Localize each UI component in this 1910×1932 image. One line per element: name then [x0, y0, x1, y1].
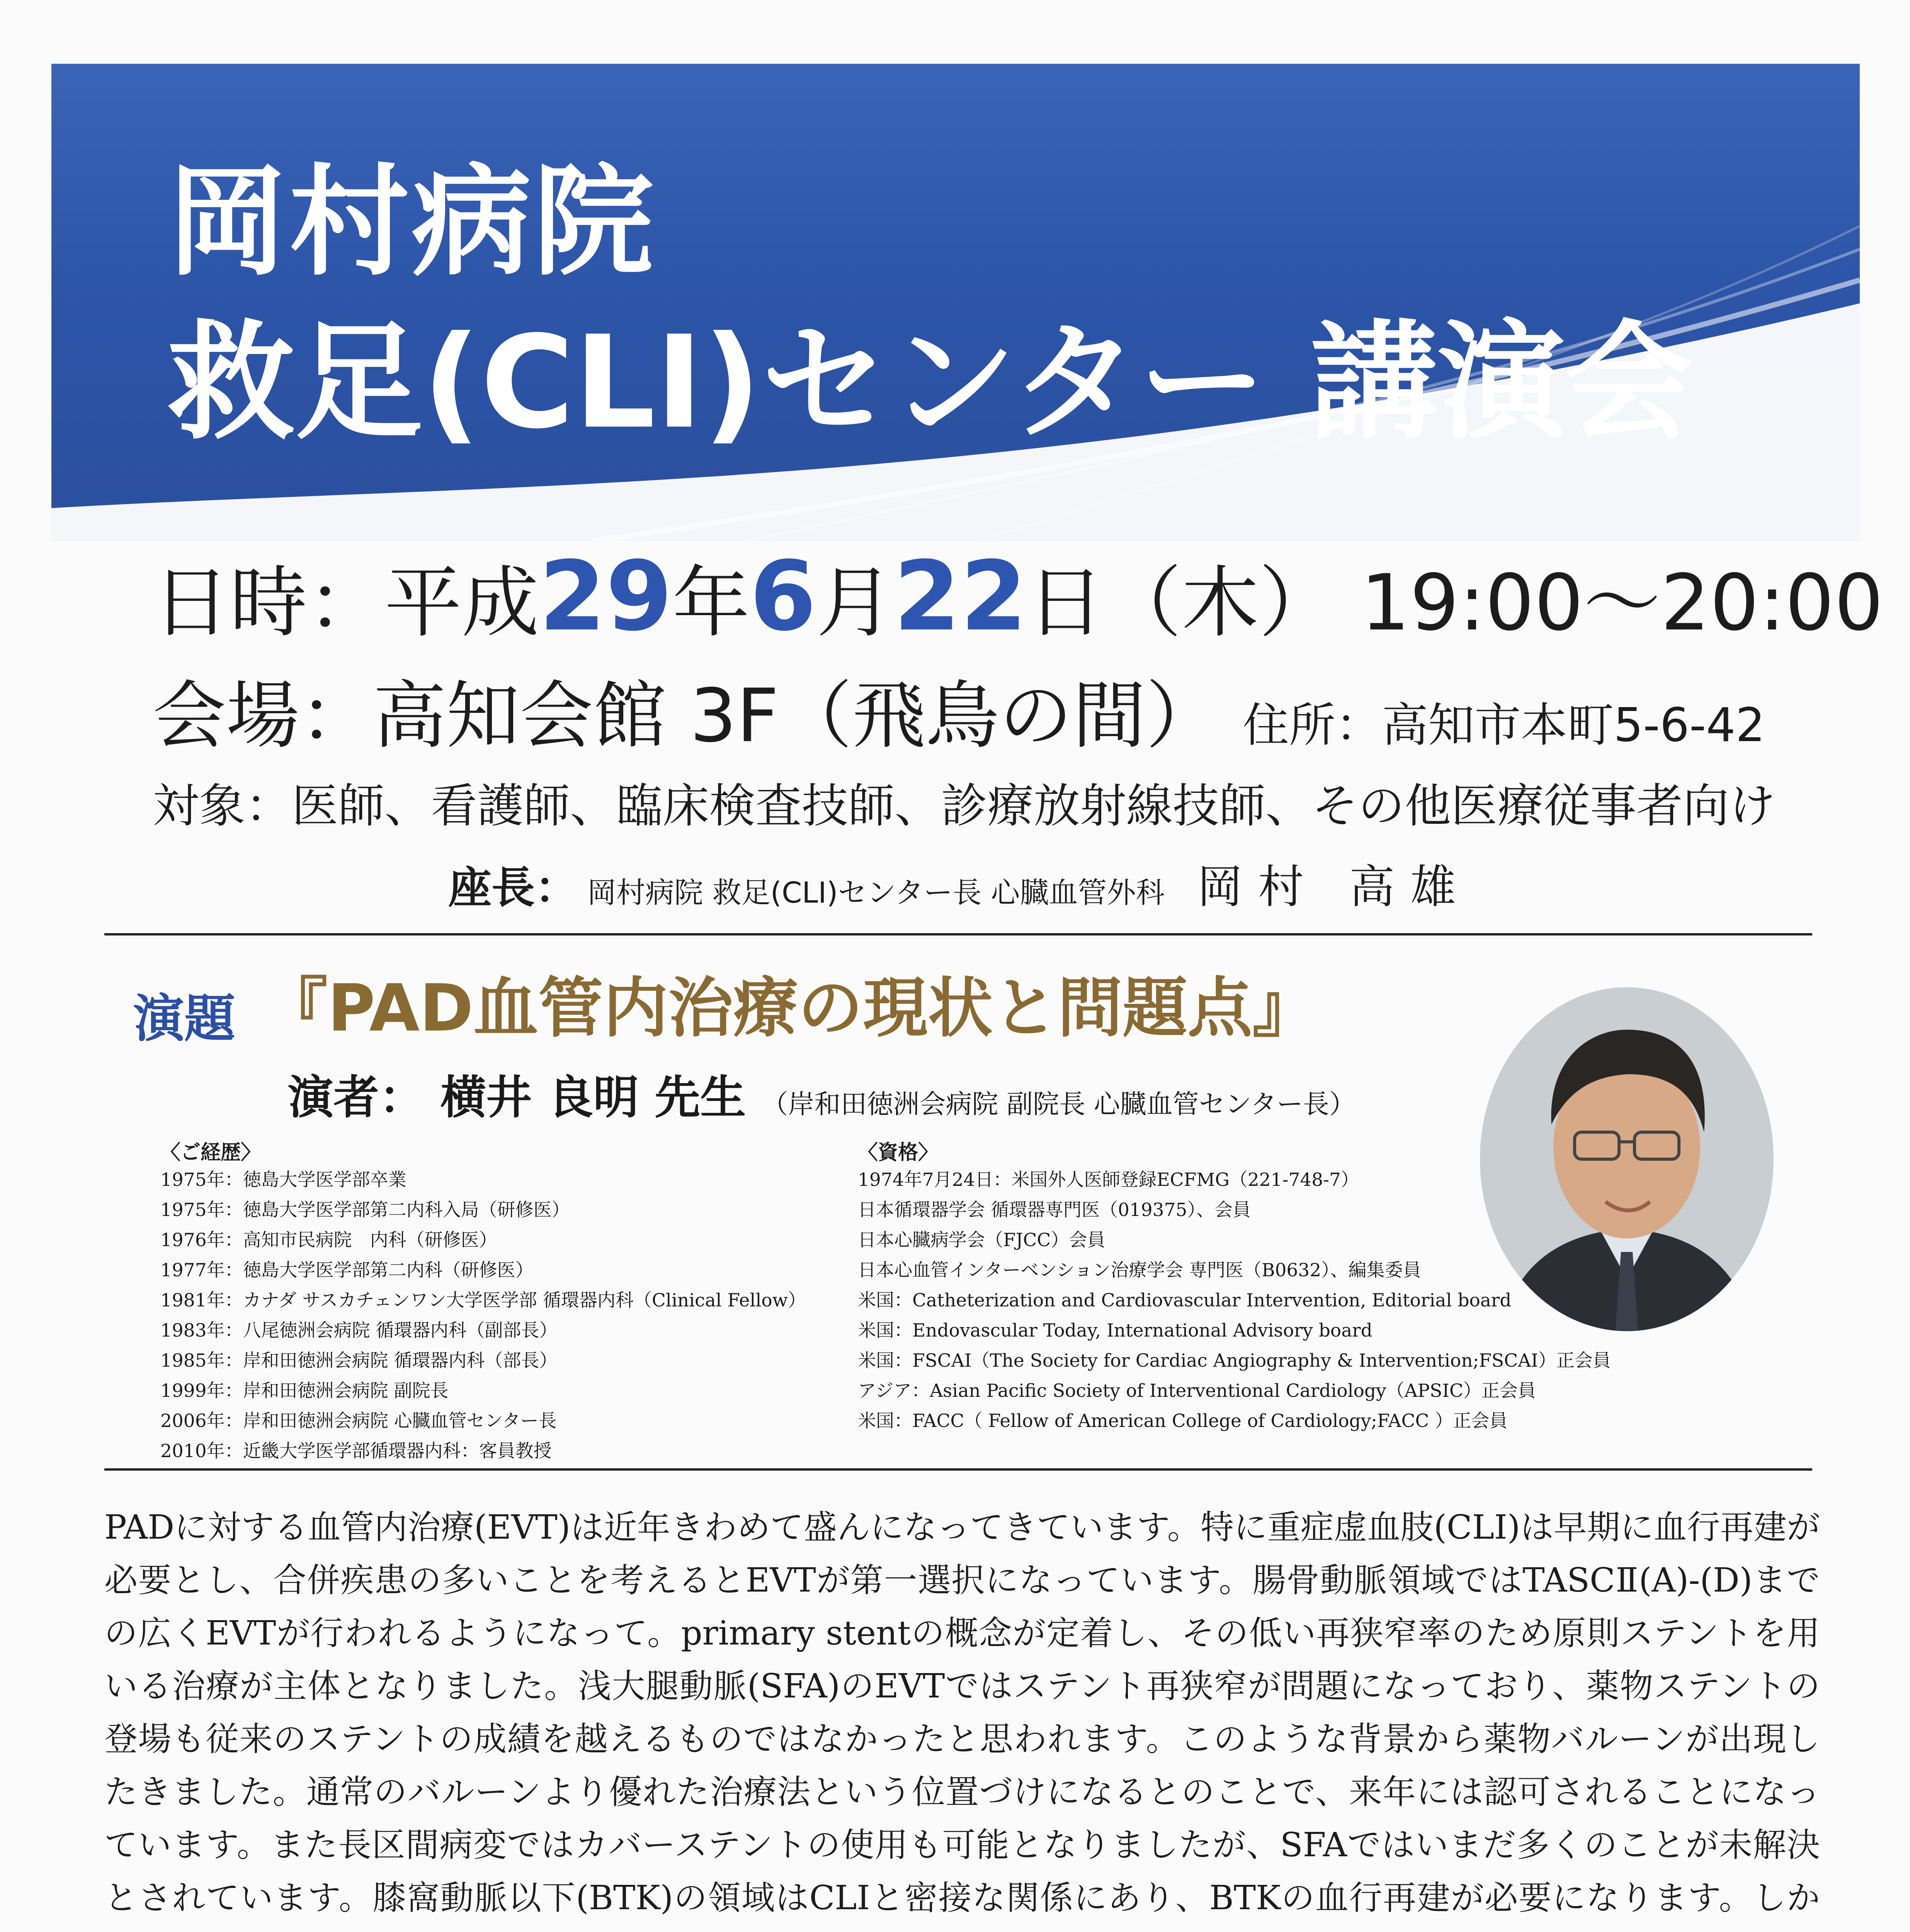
qualification-item: 米国：Endovascular Today, International Advisory board	[858, 1320, 1373, 1341]
qualification-item: 米国：FACC（ Fellow of American College of Cardiology;FACC ）正会員	[858, 1410, 1508, 1432]
venue-text: 会場：高知会館 3F（飛鳥の間）	[153, 673, 1219, 759]
event-date	[153, 541, 1883, 652]
career-item: 1999年：岸和田徳洲会病院 副院長	[160, 1380, 449, 1401]
qualification-item: 米国：Catheterization and Cardiovascular Intervention, Editorial board	[858, 1290, 1512, 1311]
qualifications-heading: 〈資格〉	[858, 1141, 939, 1164]
chair-name: 岡村 高雄	[1197, 860, 1471, 913]
divider-bottom	[104, 1468, 1812, 1471]
banner-title-event: 救足(CLI)センター 講演会	[167, 308, 1693, 457]
date-day: 22	[893, 541, 1027, 652]
date-month-suffix: 月	[816, 558, 894, 648]
topic-title: 『PAD血管内治療の現状と問題点』	[263, 970, 1318, 1046]
header-banner	[51, 64, 1860, 541]
topic-label: 演題	[133, 989, 235, 1049]
venue-address: 住所：高知市本町5-6-42	[1242, 699, 1765, 752]
career-item: 2010年：近畿大学医学部循環器内科：客員教授	[160, 1440, 552, 1462]
speaker-name: 横井 良明	[441, 1070, 639, 1124]
chair-affiliation: 岡村病院 救足(CLI)センター長 心臓血管外科	[587, 876, 1165, 910]
speaker-affiliation: （岸和田徳洲会病院 副院長 心臓血管センター長）	[762, 1089, 1356, 1120]
qualification-item: 1974年7月24日：米国外人医師登録ECFMG（221-748-7）	[858, 1169, 1359, 1190]
career-heading: 〈ご経歴〉	[160, 1141, 261, 1164]
event-venue	[153, 657, 1765, 762]
career-item: 1977年：徳島大学医学部第二内科（研修医）	[160, 1260, 534, 1281]
career-item: 1983年：八尾徳洲会病院 循環器内科（副部長）	[160, 1320, 558, 1341]
career-item: 2006年：岸和田徳洲会病院 心臓血管センター長	[160, 1410, 557, 1432]
qualification-item: 米国：FSCAI（The Society for Cardiac Angiography & Intervention;FSCAI）正会員	[858, 1350, 1611, 1371]
date-label: 日時：平成	[153, 558, 539, 648]
qualification-item: 日本循環器学会 循環器専門医（019375）、会員	[858, 1199, 1251, 1221]
speaker-label: 演者：	[288, 1070, 425, 1124]
career-item: 1985年：岸和田徳洲会病院 循環器内科（部長）	[160, 1350, 558, 1371]
chair-info	[448, 850, 1471, 916]
speaker-portrait	[1478, 985, 1776, 1333]
career-item: 1981年：カナダ サスカチェンワン大学医学部 循環器内科（Clinical Fellow）	[160, 1290, 806, 1311]
banner-title-hospital: 岡村病院	[167, 153, 656, 292]
qualification-item: 日本心臓病学会（FJCC）会員	[858, 1230, 1106, 1251]
event-time: 19:00〜20:00	[1361, 558, 1884, 648]
divider-top	[104, 933, 1812, 935]
qualification-item: 日本心血管インターベンション治療学会 専門医（B0632）、編集委員	[858, 1260, 1421, 1281]
qualification-item: アジア：Asian Pacific Society of Interventional Cardiology（APSIC）正会員	[858, 1380, 1536, 1401]
career-item: 1975年：徳島大学医学部卒業	[160, 1169, 406, 1190]
career-item: 1975年：徳島大学医学部第二内科入局（研修医）	[160, 1199, 570, 1221]
date-day-suffix: 日（木）	[1027, 558, 1336, 648]
speaker-honorific: 先生	[655, 1070, 746, 1124]
chair-label: 座長：	[448, 863, 578, 913]
event-audience: 対象：医師、看護師、臨床検査技師、診療放射線技師、その他医療従事者向け	[153, 779, 1776, 833]
career-section	[160, 1136, 837, 1466]
speaker-info	[288, 1061, 1356, 1126]
career-item: 1976年：高知市民病院 内科（研修医）	[160, 1230, 497, 1251]
date-month: 6	[750, 541, 816, 652]
date-year-suffix: 年	[672, 558, 750, 648]
career-list	[160, 1165, 837, 1466]
lecture-abstract: PADに対する血管内治療(EVT)は近年きわめて盛んになってきています。特に重症虚血肢(CLI)は早期に血行再建が必要とし、合併疾患の多いことを考えるとEVTが第一選択になっています。腸骨動脈領域ではTASCⅡ(A)-(D)までの広くEVTが行われるようになって。primary stentの概念が定着し、その低い再狭窄率のため原則ステントを用いる治療が主体となりました。浅大腿動脈(SFA)のEVTではステント再狭窄が問題になっており、薬物ステントの登場も従来のステントの成績を越えるものではなかったと思われます。このような背景から薬物バルーンが出現したきました。通常のバルーンより優れた治療法という位置づけになるとのことで、来年には認可されることになっています。また長区間病変ではカバーステントの使用も可能となりましたが、SFAではいまだ多くのことが未解決とされています。膝窩動脈以下(BTK)の領域はCLIと密接な関係にあり、BTKの血行再建が必要になります。しか	[104, 1508, 1820, 1917]
date-year: 29	[539, 541, 673, 652]
